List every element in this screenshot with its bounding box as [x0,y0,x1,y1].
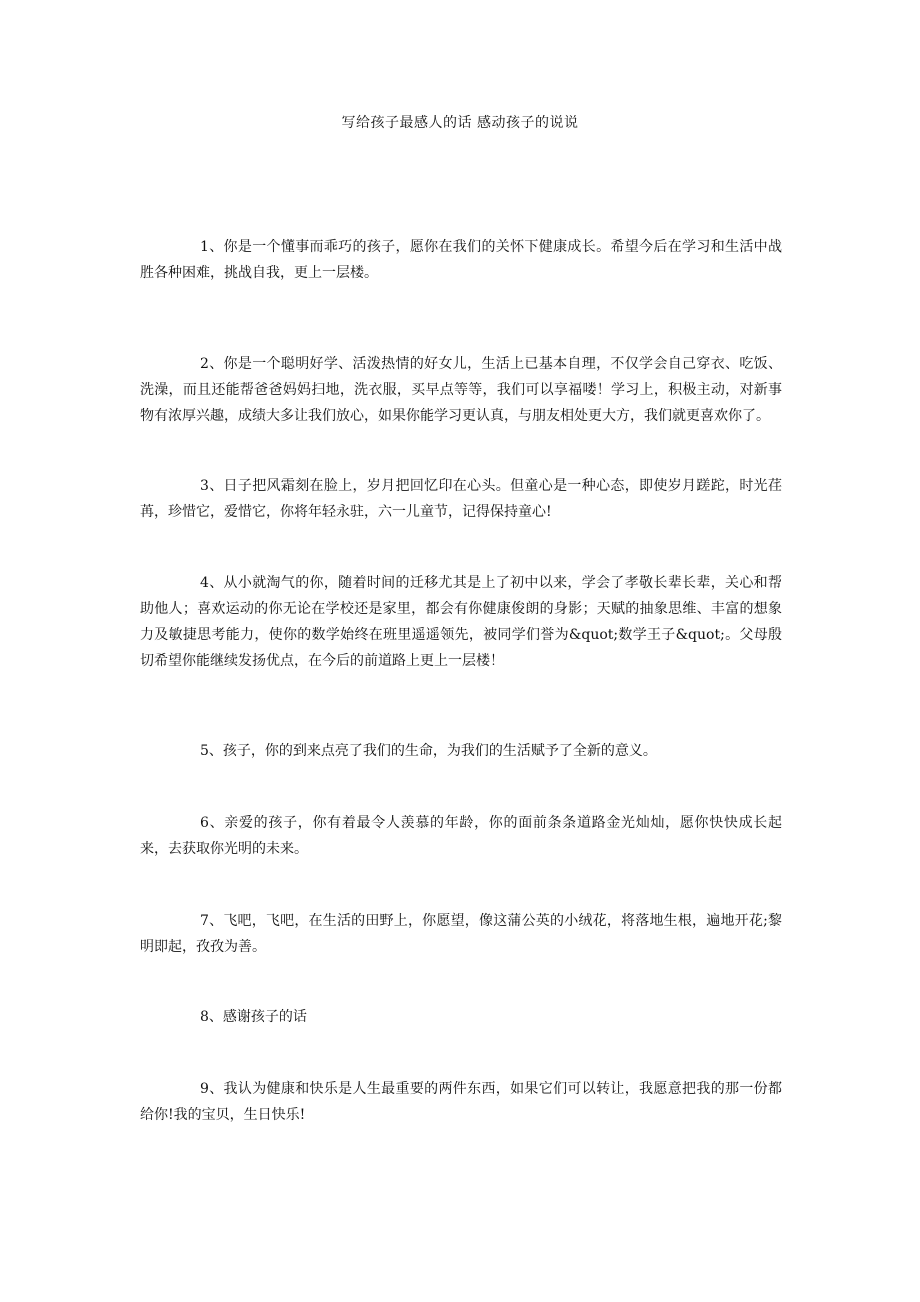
paragraph-6: 6、亲爱的孩子，你有着最令人羡慕的年龄，你的面前条条道路金光灿灿，愿你快快成长起来，去获取你光明的未来。 [140,815,782,857]
paragraph-2: 2、你是一个聪明好学、活泼热情的好女儿，生活上已基本自理，不仅学会自己穿衣、吃饭、洗澡，而且还能帮爸爸妈妈扫地，洗衣服，买早点等等，我们可以享福喽！学习上，积极主动，对新事物有浓厚兴趣，成绩大多让我们放心，如果你能学习更认真，与朋友相处更大方，我们就更喜欢你了。 [140,356,782,424]
paragraph-9: 9、我认为健康和快乐是人生最重要的两件东西，如果它们可以转让，我愿意把我的那一份都给你!我的宝贝，生日快乐! [140,1081,782,1123]
paragraph-4: 4、从小就淘气的你，随着时间的迁移尤其是上了初中以来，学会了孝敬长辈长辈，关心和帮助他人；喜欢运动的你无论在学校还是家里，都会有你健康俊朗的身影；天赋的抽象思维、丰富的想象力及敏捷思考能力，使你的数学始终在班里遥遥领先，被同学们誉为&quot;数学王子&quot;。父母殷切希望你能继续发扬优点，在今后的前道路上更上一层楼！ [140,575,782,669]
paragraph-5: 5、孩子，你的到来点亮了我们的生命，为我们的生活赋予了全新的意义。 [200,743,657,759]
document-title: 写给孩子最感人的话 感动孩子的说说 [341,115,579,131]
paragraph-8: 8、感谢孩子的话 [200,1009,307,1025]
paragraph-7: 7、飞吧，飞吧，在生活的田野上，你愿望，像这蒲公英的小绒花，将落地生根，遍地开花;黎明即起，孜孜为善。 [140,913,782,955]
paragraph-3: 3、日子把风霜刻在脸上，岁月把回忆印在心头。但童心是一种心态，即使岁月蹉跎，时光荏苒，珍惜它，爱惜它，你将年轻永驻，六一儿童节，记得保持童心! [140,478,782,520]
paragraph-1: 1、你是一个懂事而乖巧的孩子，愿你在我们的关怀下健康成长。希望今后在学习和生活中战胜各种困难，挑战自我，更上一层楼。 [140,239,782,281]
